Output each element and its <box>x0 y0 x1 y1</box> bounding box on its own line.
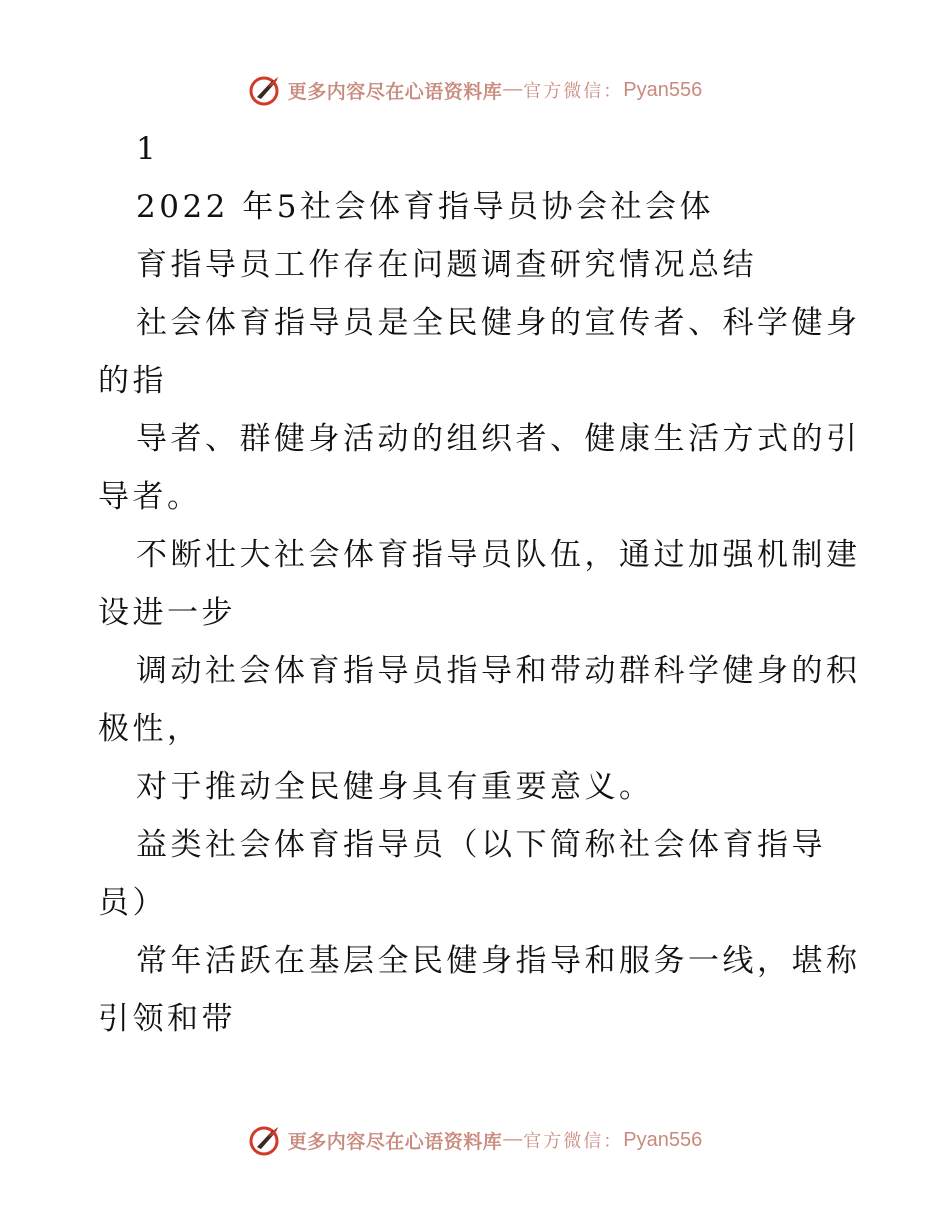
text-line: 不断壮大社会体育指导员队伍，通过加强机制建 <box>136 537 861 573</box>
watermark-title: 更多内容尽在心语资料库 <box>287 1130 503 1153</box>
watermark-dash: — <box>503 1129 523 1150</box>
text-line: 育指导员工作存在问题调查研究情况总结 <box>136 247 757 283</box>
watermark-wechat-id: Pyan556 <box>623 1128 703 1151</box>
text-line: 的指 <box>98 363 167 399</box>
text-line: 员） <box>98 885 167 921</box>
text-line: 调动社会体育指导员指导和带动群科学健身的积 <box>136 653 861 689</box>
text-line: 设进一步 <box>98 595 236 631</box>
footer-watermark <box>0 1120 950 1160</box>
text-line: 社会体育指导员是全民健身的宣传者、科学健身 <box>136 305 861 341</box>
text-line: 1 <box>136 131 160 167</box>
quill-logo-icon <box>248 1123 282 1157</box>
watermark-title: 更多内容尽在心语资料库 <box>287 80 503 103</box>
text-line: 对于推动全民健身具有重要意义。 <box>136 769 654 805</box>
text-line: 益类社会体育指导员（以下简称社会体育指导 <box>136 827 826 863</box>
watermark-label: 官方微信： <box>523 1131 624 1152</box>
watermark-label: 官方微信： <box>523 81 624 102</box>
text-line: 常年活跃在基层全民健身指导和服务一线，堪称 <box>136 943 861 979</box>
text-line: 2022 年5社会体育指导员协会社会体 <box>136 189 714 225</box>
watermark-wechat-id: Pyan556 <box>623 78 703 101</box>
text-line: 极性， <box>98 711 202 747</box>
text-line: 导者。 <box>98 479 202 515</box>
watermark-dash: — <box>503 79 523 100</box>
header-watermark <box>0 70 950 110</box>
text-line: 导者、群健身活动的组织者、健康生活方式的引 <box>136 421 861 457</box>
quill-logo-icon <box>248 73 282 107</box>
document-body <box>98 120 861 1048</box>
text-line: 引领和带 <box>98 1001 236 1037</box>
